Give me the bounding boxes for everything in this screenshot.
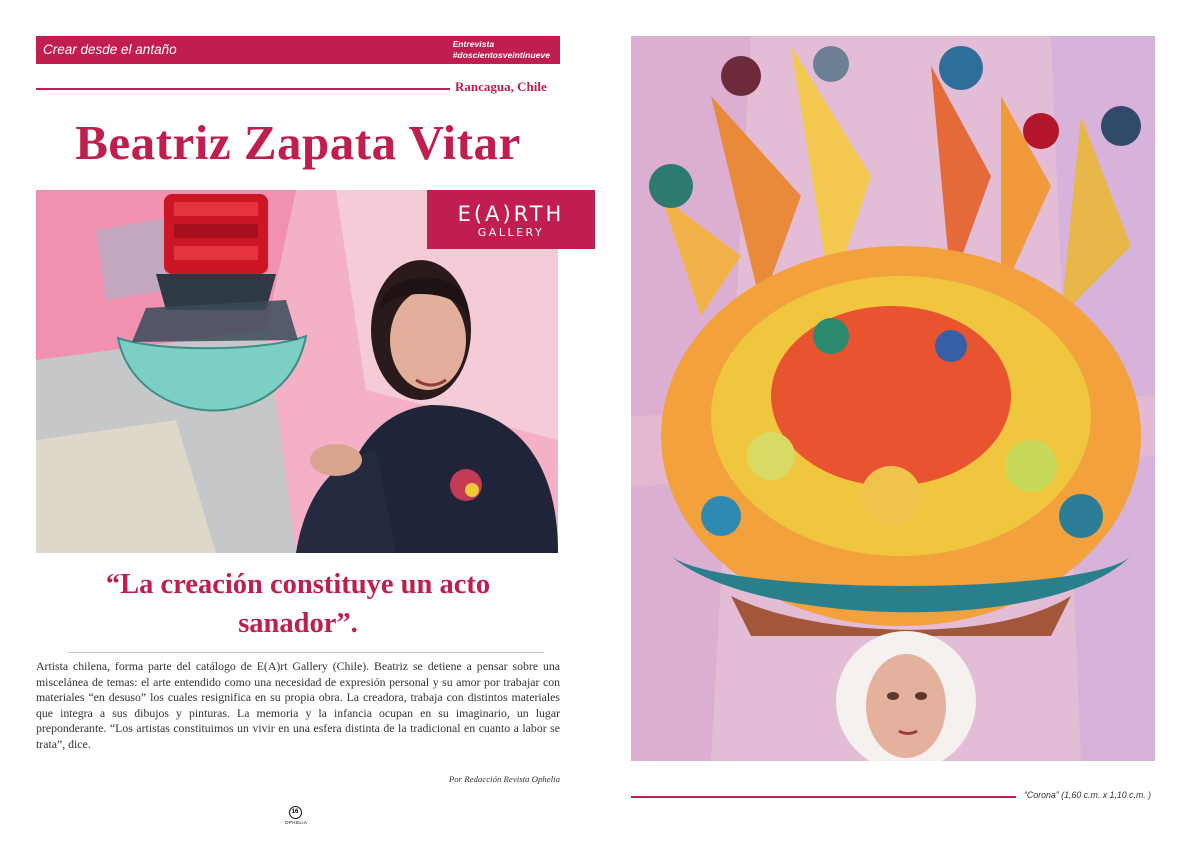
tag-interview: Entrevista [452, 39, 495, 49]
section-header-bar [36, 36, 560, 64]
ophelia-page-logo [285, 806, 308, 826]
section-tags [453, 39, 550, 61]
section-title: Crear desde el antaño [43, 42, 177, 57]
tag-issue-hashtag: #doscientosveintinueve [452, 50, 550, 60]
article-intro-paragraph: Artista chilena, forma parte del catálogo de E(A)rt Gallery (Chile). Beatriz se detiene a pensar sobre una miscelánea de temas: el arte entendido como una necesidad de expresión personal y su amor por trabajar con materiales “en desuso” los cuales resignifica en su propia obra. La creadora, trabaja con distintos materiales que integra a sus dibujos y pinturas. La memoria y la infancia ocupan en su imaginario, un lugar preponderante. “Los artistas constituimos un vivir en una esfera distinta de la tradicional en cuanto a labor se trata”, dice. [36, 659, 560, 751]
earth-gallery-wordmark: E(A)RTH [457, 202, 565, 226]
location-label: Rancagua, Chile [455, 79, 547, 94]
pull-quote-line2: sanador”. [238, 608, 358, 639]
earth-gallery-logo [427, 190, 595, 249]
quote-divider [68, 652, 544, 653]
artwork-caption: “Corona” (1,60 c.m. x 1,10 c.m. ) [1024, 790, 1152, 800]
ophelia-logo-text: OPHELIA [285, 820, 308, 825]
location-divider [36, 88, 450, 90]
pull-quote [36, 565, 560, 643]
earth-gallery-subtitle: GALLERY [477, 226, 545, 239]
byline: Por Redacción Revista Ophelia [448, 774, 560, 784]
artist-name-headline: Beatriz Zapata Vitar [75, 115, 521, 170]
artwork-corona-image [631, 36, 1155, 761]
page-number: 16 [289, 806, 302, 819]
caption-divider [631, 796, 1016, 798]
pull-quote-line1: “La creación constituye un acto [105, 569, 491, 600]
